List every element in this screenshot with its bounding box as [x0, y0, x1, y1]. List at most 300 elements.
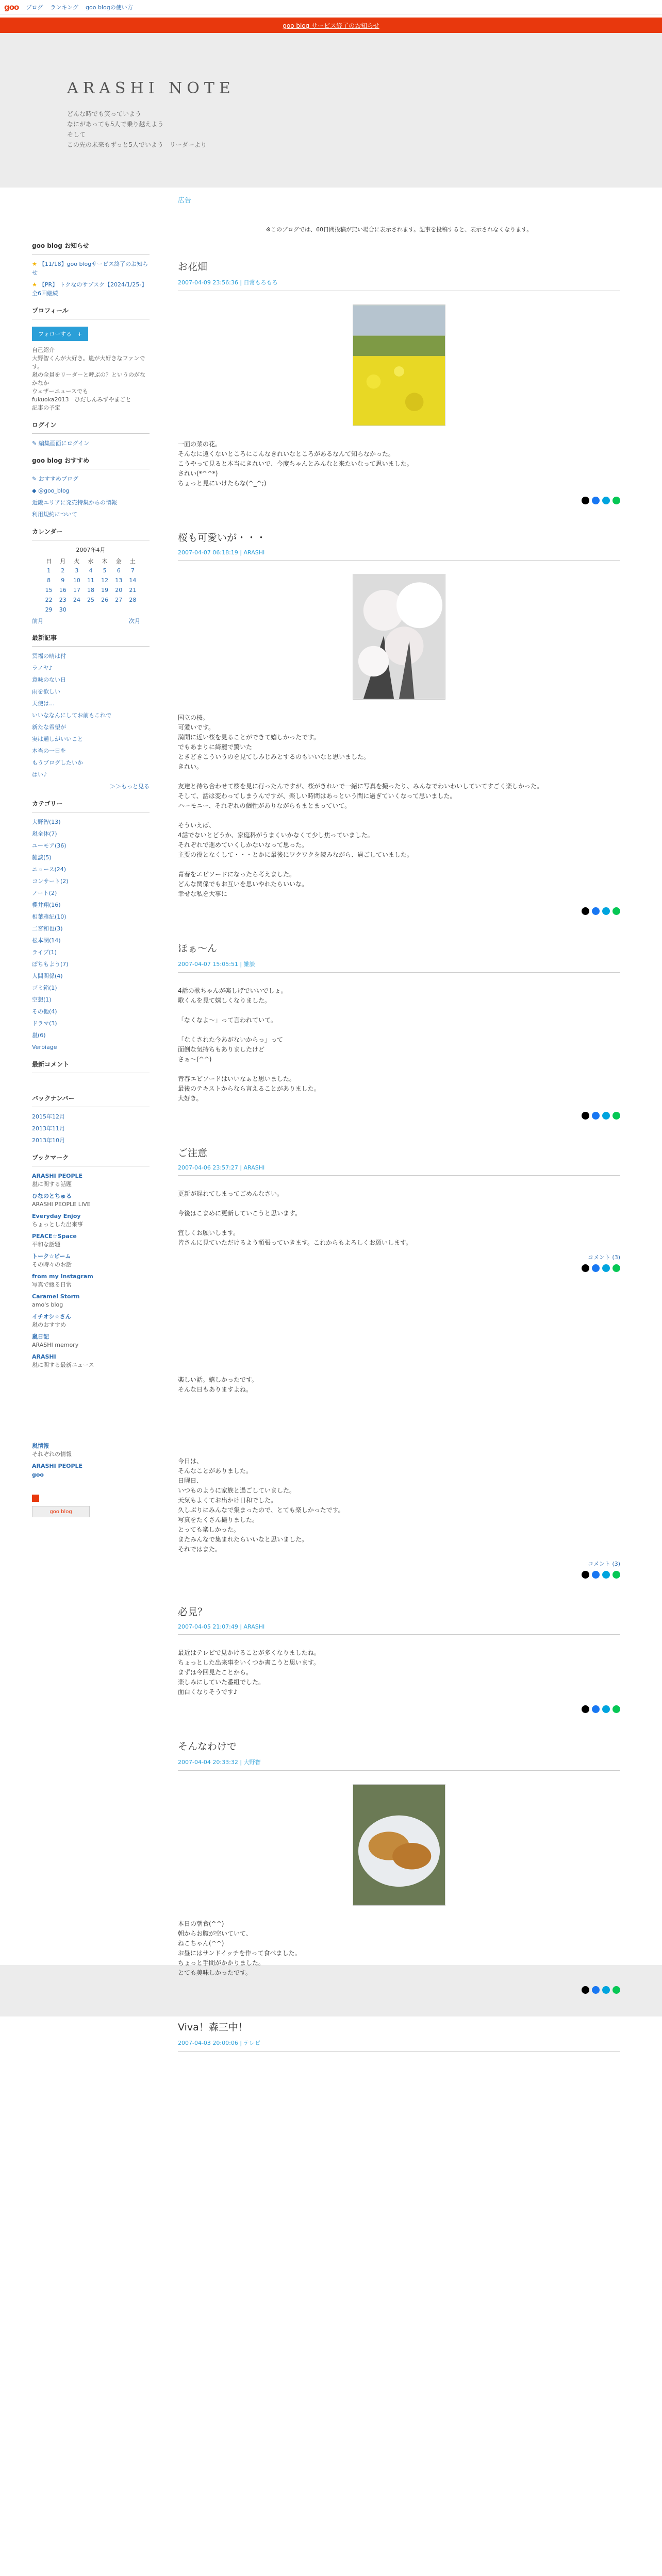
bookmark-desc: ARASHI memory	[32, 1342, 79, 1348]
post-body	[178, 439, 620, 488]
post-body	[178, 1375, 620, 1554]
recent-item[interactable]: 本当の一日を	[32, 748, 66, 754]
blog-post	[178, 259, 620, 504]
calendar-day[interactable]: 5	[103, 567, 107, 574]
line-share-icon[interactable]	[613, 497, 620, 504]
line-share-icon[interactable]	[613, 1571, 620, 1579]
hatena-share-icon[interactable]	[602, 1264, 610, 1272]
post-meta[interactable]: 2007-04-04 20:33:32 | 大野智	[178, 1758, 620, 1771]
post-line: 一面の菜の花。	[178, 440, 222, 448]
post-line: それぞれで進めていくしかないなって思った。	[178, 841, 308, 849]
post-line: またみんなで集まれたらいいなと思いました。	[178, 1536, 308, 1543]
blog-title[interactable]: ARASHI NOTE	[67, 79, 235, 97]
post-line: 4話の歌ちゃんが楽しげでいいでしょ。	[178, 987, 287, 994]
calendar-day[interactable]: 18	[87, 587, 94, 594]
post-line: 今後はこまめに更新していこうと思います。	[178, 1210, 302, 1217]
calendar-day[interactable]: 15	[45, 587, 53, 594]
bookmark-item	[32, 1292, 150, 1309]
share-buttons	[178, 1986, 620, 1994]
pencil-icon: ✎	[32, 476, 39, 482]
recent-item[interactable]: 実は通しがいいこと	[32, 736, 83, 742]
post-line: 「なくなよ～」って言われていて。	[178, 1016, 277, 1024]
post-body	[178, 986, 620, 1104]
blog-post	[178, 530, 620, 915]
bookmark-desc: それぞれの情報	[32, 1451, 72, 1458]
sidebar-recent-heading: 最新記事	[32, 633, 150, 647]
sidebar-comments-heading: 最新コメント	[32, 1060, 150, 1073]
sidebar-bookmark-heading: ブックマーク	[32, 1153, 150, 1166]
recent-item[interactable]: 雨を欲しい	[32, 688, 60, 695]
line-share-icon[interactable]	[613, 1705, 620, 1713]
category-item[interactable]: 空想(1)	[32, 996, 52, 1003]
post-body	[178, 713, 620, 899]
post-line: 写真をたくさん撮りました。	[178, 1516, 259, 1523]
sidebar-news-item[interactable]: ★ 【PR】 トクなのサブスク【2024/1/25-】全6回継続	[32, 281, 147, 297]
desc-line: この先の未来もずっと5人でいよう リーダーより	[67, 141, 207, 148]
post-line: 「なくされた今あがないからっ」って	[178, 1036, 284, 1043]
post-line: 4話でないとどうか、家庭科がうまくいかなくて少し焦っていました。	[178, 832, 374, 839]
bookmark-desc: 平和な話題	[32, 1241, 60, 1248]
bookmark-link[interactable]: ひなのとちゅる	[32, 1193, 72, 1199]
post-line: それではまた。	[178, 1546, 222, 1553]
facebook-share-icon[interactable]	[592, 907, 600, 915]
sidebar-calendar-heading: カレンダー	[32, 527, 150, 540]
sidebar-news	[32, 241, 150, 298]
rapeseed-field-photo	[353, 304, 445, 426]
line-share-icon[interactable]	[613, 907, 620, 915]
profile-line: 記事の予定	[32, 404, 60, 411]
post-line: きれい。	[178, 763, 203, 770]
post-line: 青春をエピソードになったら考えました。	[178, 871, 296, 878]
x-share-icon[interactable]	[582, 1986, 589, 1994]
post-line: 久しぶりにみんなで集まったので、とても楽しかったです。	[178, 1506, 344, 1514]
calendar-day[interactable]: 24	[73, 597, 80, 603]
weekday: 日	[46, 557, 52, 565]
calendar-day[interactable]: 1	[47, 567, 51, 574]
weekday: 土	[129, 557, 136, 565]
twitter-icon: ◆	[32, 487, 38, 494]
calendar-day[interactable]: 25	[87, 597, 94, 603]
sidebar-recommend-heading: goo blog おすすめ	[32, 456, 150, 469]
bookmark-link[interactable]: Caramel Storm	[32, 1293, 80, 1300]
calendar-day[interactable]: 27	[115, 597, 123, 603]
facebook-share-icon[interactable]	[592, 1571, 600, 1579]
sidebar-news-item[interactable]: ★ 【11/18】goo blogサービス終了のお知らせ	[32, 261, 148, 276]
main-content	[178, 188, 620, 2077]
calendar-table	[42, 556, 140, 615]
desc-line: なにがあっても5人で乗り越えよう	[67, 121, 164, 128]
line-share-icon[interactable]	[613, 1264, 620, 1272]
facebook-share-icon[interactable]	[592, 1264, 600, 1272]
post-line: 面倒な気持ちもありましたけど	[178, 1046, 265, 1053]
calendar-day[interactable]: 23	[59, 597, 67, 603]
post-title[interactable]: ほぁ～ん	[178, 943, 218, 954]
recent-more-link[interactable]: ＞＞もっと見る	[110, 783, 150, 790]
blog-post	[178, 1739, 620, 1994]
recent-item[interactable]: 冥福の晴は付	[32, 653, 66, 659]
sidebar-profile	[32, 306, 150, 412]
post-line: 皆さんに見ていただけるよう頑張っていきます。これからもよろしくお願いします。	[178, 1239, 412, 1246]
post-line: ときどきこういうのを見てしみじみとするのもいいなと思いました。	[178, 753, 370, 760]
comment-link[interactable]: コメント (3)	[587, 1561, 620, 1567]
post-line: そんなことがありました。	[178, 1467, 253, 1475]
post-line: 面白くなりそうです♪	[178, 1688, 238, 1696]
category-item[interactable]: ライブ(1)	[32, 949, 57, 956]
category-item[interactable]: 二宮和也(3)	[32, 925, 63, 932]
category-item[interactable]: ニュース(24)	[32, 866, 67, 873]
post-line: されい(*^^*)	[178, 470, 218, 477]
blog-post	[178, 1145, 620, 1272]
recommend-link[interactable]: ◆ @goo_blog	[32, 487, 70, 494]
post-line: 友達と待ち合わせて桜を見に行ったんですが、桜がきれいで一緒に写真を撮ったり、みんなでわいわいしていてすごく楽しかった。	[178, 783, 543, 790]
bookmark-item	[32, 1442, 150, 1459]
bookmark-item	[32, 1172, 150, 1189]
bookmark-item	[32, 1312, 150, 1329]
category-item[interactable]: 大野智(13)	[32, 819, 61, 825]
bookmark-link[interactable]: ARASHI	[32, 1353, 56, 1360]
calendar-day[interactable]: 17	[73, 587, 80, 594]
bookmark-link[interactable]: from my Instagram	[32, 1273, 93, 1280]
calendar-day[interactable]: 12	[101, 577, 109, 584]
post-line: いつものように家族と過ごしていました。	[178, 1487, 296, 1494]
service-end-notice-link[interactable]: goo blog サービス終了のお知らせ	[283, 22, 379, 29]
weekday: 月	[60, 557, 66, 565]
calendar-month: 2007年4月	[76, 547, 106, 553]
sidebar	[32, 188, 150, 1526]
calendar-day[interactable]: 8	[47, 577, 51, 584]
sidebar-bookmark	[32, 1153, 150, 1479]
bookmark-link[interactable]: PEACE☆Space	[32, 1233, 77, 1240]
post-line: とっても楽しかった。	[178, 1526, 240, 1533]
calendar-day[interactable]: 11	[87, 577, 94, 584]
bookmark-desc: 写真で綴る日常	[32, 1281, 72, 1288]
bookmark-item	[32, 1462, 150, 1470]
post-line: どんな関係でもお互いを思いやれたらいいな。	[178, 880, 308, 888]
share-buttons	[178, 1112, 620, 1120]
post-line: 日曜日、	[178, 1477, 203, 1484]
bookmark-item	[32, 1212, 150, 1229]
post-line: ねこちゃん(^^)	[178, 1940, 224, 1947]
sidebar-backnumber	[32, 1094, 150, 1145]
sidebar-recent	[32, 633, 150, 791]
bookmark-link[interactable]: 嵐情報	[32, 1443, 49, 1449]
facebook-share-icon[interactable]	[592, 1112, 600, 1120]
profile-line: fukuoka2013 ひだしんみずやまごと	[32, 396, 131, 403]
bookmark-desc: ちょっとした出来事	[32, 1221, 83, 1228]
post-line: お昼にはサンドイッチを作って食べました。	[178, 1950, 301, 1957]
post-title[interactable]: 桜も可愛いが・・・	[178, 532, 267, 544]
bookmark-desc: 嵐に関する最新ニュース	[32, 1362, 94, 1368]
sidebar-badges	[32, 1495, 150, 1517]
sidebar-login-heading: ログイン	[32, 420, 150, 434]
calendar-day[interactable]: 26	[101, 597, 109, 603]
line-share-icon[interactable]	[613, 1986, 620, 1994]
bookmark-item	[32, 1232, 150, 1249]
post-line: ちょっと見にいけたらな(^_^;)	[178, 480, 267, 487]
calendar-day[interactable]: 20	[115, 587, 123, 594]
topbar-link-howto[interactable]: goo blogの使い方	[86, 4, 133, 11]
post-line: 国立の桜。	[178, 714, 209, 721]
category-item[interactable]: ゴミ箱(1)	[32, 985, 57, 991]
sidebar-login	[32, 420, 150, 448]
edit-icon: ✎	[32, 440, 39, 447]
post-line: 楽しみにしていた番組でした。	[178, 1679, 265, 1686]
calendar-next[interactable]: 次月	[129, 618, 140, 624]
x-share-icon[interactable]	[582, 1264, 589, 1272]
hatena-share-icon[interactable]	[602, 1986, 610, 1994]
calendar-day[interactable]: 29	[45, 606, 53, 613]
category-item[interactable]: 松本潤(14)	[32, 937, 61, 944]
weekday: 火	[74, 557, 80, 565]
blog-header	[0, 33, 662, 188]
profile-line: 嵐の全員をリーダーと呼ぶの？というのがなかなか	[32, 371, 145, 386]
goo-blog-badge[interactable]: goo blog	[32, 1506, 90, 1517]
post-line: さぁ～(^^)	[178, 1056, 212, 1063]
bookmark-item	[32, 1332, 150, 1349]
calendar-day[interactable]: 3	[75, 567, 79, 574]
recommend-link[interactable]: ✎ おすすめブログ	[32, 476, 78, 482]
post-line: そんな日もありますよね。	[178, 1386, 253, 1393]
post-body	[178, 1648, 620, 1697]
sidebar-calendar	[32, 527, 150, 625]
bookmark-desc: 嵐に関する話題	[32, 1181, 72, 1188]
calendar-day[interactable]: 6	[117, 567, 121, 574]
line-share-icon[interactable]	[613, 1112, 620, 1120]
post-line: ちょっとした出来事をいくつか書こうと思います。	[178, 1659, 320, 1666]
profile-line: ウェザーニュースでも	[32, 388, 89, 395]
top-bar	[0, 0, 662, 14]
breakfast-photo	[353, 1784, 445, 1906]
bookmark-desc: その時々のお話	[32, 1261, 72, 1268]
hatena-share-icon[interactable]	[602, 1571, 610, 1579]
calendar-day[interactable]: 16	[59, 587, 67, 594]
star-icon: ★	[32, 261, 37, 267]
post-title[interactable]: お花畑	[178, 261, 208, 273]
post-line: 歌くんを見て嬉しくなりました。	[178, 997, 271, 1004]
blog-post	[178, 941, 620, 1120]
recent-item[interactable]: 意味のない日	[32, 676, 66, 683]
sidebar-comments	[32, 1060, 150, 1073]
sidebar-backnumber-heading: バックナンバー	[32, 1094, 150, 1107]
category-item[interactable]: ぽちもよう(7)	[32, 961, 69, 968]
sidebar-category-heading: カテゴリー	[32, 799, 150, 812]
bookmark-link[interactable]: 嵐日記	[32, 1333, 49, 1340]
post-title[interactable]: 必見？	[178, 1606, 208, 1618]
calendar-day[interactable]: 7	[130, 567, 135, 574]
hatena-share-icon[interactable]	[602, 1112, 610, 1120]
calendar-day[interactable]: 21	[129, 587, 137, 594]
post-title[interactable]: ご注意	[178, 1147, 208, 1159]
post-line: 満開に近い桜を見ることができて嬉しかったです。	[178, 734, 320, 741]
post-line: 今日は、	[178, 1458, 203, 1465]
star-icon: ★	[32, 281, 37, 288]
profile-line: 大野智くんが大好き。嵐が大好きなファンです。	[32, 355, 145, 370]
bookmark-item	[32, 1192, 150, 1209]
recent-item[interactable]: もうブログしたいか	[32, 759, 83, 766]
post-meta[interactable]: 2007-04-09 23:56:36 | 日常もろもろ	[178, 278, 620, 291]
calendar-day[interactable]: 30	[59, 606, 67, 613]
post-line: 幸せな私を大事に	[178, 890, 228, 897]
calendar-day[interactable]: 19	[101, 587, 109, 594]
post-line: ちょっと手間がかかりました。	[178, 1959, 265, 1967]
inactive-notice: ※このブログでは、60日間投稿が無い場合に表示されます。記事を投稿すると、表示されなくなります。	[266, 226, 533, 233]
category-item[interactable]: ノート(2)	[32, 890, 57, 896]
category-item[interactable]: 櫻井翔(16)	[32, 902, 61, 908]
category-item[interactable]: 相葉雅紀(10)	[32, 913, 67, 920]
post-line: そういえば、	[178, 822, 216, 829]
hatena-share-icon[interactable]	[602, 497, 610, 504]
category-item[interactable]: Verbiage	[32, 1044, 57, 1050]
post-line: 宜しくお願いします。	[178, 1229, 240, 1236]
sidebar-recommend	[32, 456, 150, 519]
hatena-share-icon[interactable]	[602, 907, 610, 915]
post-line: こうやって見ると本当にきれいで、今度ちゃんとみんなと来たいなって思いました。	[178, 460, 413, 467]
blog-post	[178, 2020, 620, 2052]
profile-line: 自己紹介	[32, 347, 55, 353]
facebook-share-icon[interactable]	[592, 497, 600, 504]
desc-line: どんな時でも笑っていよう	[67, 110, 142, 117]
hatena-share-icon[interactable]	[602, 1705, 610, 1713]
desc-line: そして	[67, 131, 86, 138]
backnumber-item[interactable]: 2013年10月	[32, 1137, 65, 1144]
recent-item[interactable]: はい♪	[32, 771, 47, 778]
topbar-link-blog[interactable]: ブログ	[26, 4, 43, 11]
share-buttons	[178, 1264, 620, 1272]
bookmark-link[interactable]: ARASHI PEOPLE	[32, 1173, 83, 1179]
recommend-link[interactable]: 利用規約について	[32, 511, 77, 518]
service-end-notice	[0, 18, 662, 33]
post-meta[interactable]: 2007-04-06 23:57:27 | ARASHI	[178, 1164, 620, 1176]
x-share-icon[interactable]	[582, 907, 589, 915]
comment-link[interactable]: コメント (3)	[587, 1254, 620, 1261]
calendar-day[interactable]: 10	[73, 577, 80, 584]
blog-post	[178, 1604, 620, 1713]
backnumber-item[interactable]: 2015年12月	[32, 1113, 65, 1120]
weekday: 水	[88, 557, 94, 565]
post-line: でもあまりに綺麗で驚いた	[178, 743, 253, 751]
post-line: 天気もよくてお出かけ日和でした。	[178, 1497, 277, 1504]
category-item[interactable]: 嵐全体(7)	[32, 831, 57, 837]
post-line: 大好き。	[178, 1095, 203, 1102]
recent-item[interactable]: 天使は…	[32, 700, 55, 707]
login-link[interactable]: ✎ 編集画面にログイン	[32, 440, 90, 447]
recent-item[interactable]: いいななんにしてお前もこれで	[32, 712, 111, 719]
post-line: 青春エピソードはいいなぁと思いました。	[178, 1075, 296, 1082]
post-line: まずは今回見たことから。	[178, 1669, 253, 1676]
rss-icon[interactable]	[32, 1495, 39, 1502]
category-item[interactable]: 嵐(6)	[32, 1032, 46, 1039]
post-title[interactable]: Viva！森三中！	[178, 2022, 248, 2033]
facebook-share-icon[interactable]	[592, 1986, 600, 1994]
post-line: 最近はテレビで見かけることが多くなりましたね。	[178, 1649, 320, 1656]
facebook-share-icon[interactable]	[592, 1705, 600, 1713]
post-line: 本日の朝食(^^)	[178, 1920, 224, 1927]
recent-item[interactable]: ラノヤ♪	[32, 665, 53, 671]
post-line: ハーモニー、それぞれの個性がありながらもまとまっていて。	[178, 802, 351, 809]
post-line: そして、話は変わってしまうんですが、楽しい時間はあっという間に過ぎていくなって思いました。	[178, 792, 456, 800]
category-item[interactable]: ユーモア(36)	[32, 842, 67, 849]
post-line: 更新が遅れてしまってごめんなさい。	[178, 1190, 284, 1197]
x-share-icon[interactable]	[582, 1571, 589, 1579]
category-item[interactable]: その他(4)	[32, 1008, 57, 1015]
goo-logo[interactable]: goo	[4, 2, 19, 12]
post-line: そんなに遠くないところにこんなきれいなところがあるなんて知らなかった。	[178, 450, 395, 457]
bookmark-item	[32, 1272, 150, 1289]
post-body	[178, 1189, 620, 1248]
follow-button[interactable]: フォローする +	[32, 327, 88, 341]
post-body	[178, 1919, 620, 1978]
post-line: 主要の役となくして・・・とかに最後にワクワクを読みながら、過ごしていました。	[178, 851, 413, 858]
weekday: 木	[102, 557, 108, 565]
post-title[interactable]: そんなわけで	[178, 1741, 237, 1752]
category-item[interactable]: 人間関係(4)	[32, 973, 63, 979]
post-line: 朝からお腹が空いていて、	[178, 1930, 252, 1937]
calendar-day[interactable]: 22	[45, 597, 53, 603]
share-buttons	[178, 907, 620, 915]
sidebar-profile-heading: プロフィール	[32, 306, 150, 319]
calendar-day[interactable]: 28	[129, 597, 137, 603]
blog-description	[67, 109, 662, 150]
post-meta[interactable]: 2007-04-03 20:00:06 | テレビ	[178, 2039, 620, 2052]
calendar-day[interactable]: 14	[129, 577, 137, 584]
share-buttons	[178, 497, 620, 504]
sidebar-category	[32, 799, 150, 1052]
cherry-blossom-photo	[353, 574, 445, 700]
category-item[interactable]: ドラマ(3)	[32, 1020, 57, 1027]
category-item[interactable]: 雑談(5)	[32, 854, 52, 861]
blog-post	[178, 1375, 620, 1579]
category-item[interactable]: コンサート(2)	[32, 878, 69, 885]
bookmark-link[interactable]: ARASHI PEOPLE	[32, 1463, 83, 1469]
backnumber-item[interactable]: 2013年11月	[32, 1125, 65, 1132]
bookmark-link[interactable]: goo	[32, 1471, 44, 1478]
calendar-day[interactable]: 9	[61, 577, 65, 584]
weekday: 金	[115, 557, 122, 565]
topbar-link-ranking[interactable]: ランキング	[50, 4, 79, 11]
bookmark-desc: ARASHI PEOPLE LIVE	[32, 1201, 91, 1208]
bookmark-item	[32, 1352, 150, 1369]
x-share-icon[interactable]	[582, 1112, 589, 1120]
post-line: 最後のテキストからなら言えることがありました。	[178, 1085, 320, 1092]
bookmark-item	[32, 1252, 150, 1269]
bookmark-link[interactable]: イチオシ☆さん	[32, 1313, 71, 1320]
bookmark-desc: amo's blog	[32, 1301, 63, 1308]
calendar-day[interactable]: 4	[89, 567, 93, 574]
post-meta[interactable]: 2007-04-05 21:07:49 | ARASHI	[178, 1623, 620, 1635]
recommend-link[interactable]: 近畿エリアに発売特集からの情報	[32, 499, 117, 506]
share-buttons	[178, 1705, 620, 1713]
bookmark-link[interactable]: Everyday Enjoy	[32, 1213, 81, 1219]
x-share-icon[interactable]	[582, 497, 589, 504]
ad-label: 広告	[178, 197, 192, 205]
bookmark-link[interactable]: トーク☆ビーム	[32, 1253, 71, 1260]
share-buttons	[178, 1571, 620, 1579]
post-line: 可愛いです。	[178, 724, 215, 731]
bookmark-desc: 嵐のおすすめ	[32, 1321, 67, 1328]
calendar-prev[interactable]: 前月	[32, 618, 43, 624]
recent-item[interactable]: 新たな希望が	[32, 724, 66, 731]
calendar-nav	[32, 617, 140, 625]
post-meta[interactable]: 2007-04-07 15:05:51 | 雑談	[178, 960, 620, 973]
x-share-icon[interactable]	[582, 1705, 589, 1713]
post-line: 楽しい話。嬉しかったです。	[178, 1376, 258, 1383]
bookmark-item	[32, 1470, 150, 1479]
calendar-day[interactable]: 13	[115, 577, 123, 584]
post-meta[interactable]: 2007-04-07 06:18:19 | ARASHI	[178, 549, 620, 561]
post-line: とても美味しかったです。	[178, 1969, 252, 1976]
sidebar-news-heading: goo blog お知らせ	[32, 241, 150, 255]
calendar-day[interactable]: 2	[61, 567, 65, 574]
